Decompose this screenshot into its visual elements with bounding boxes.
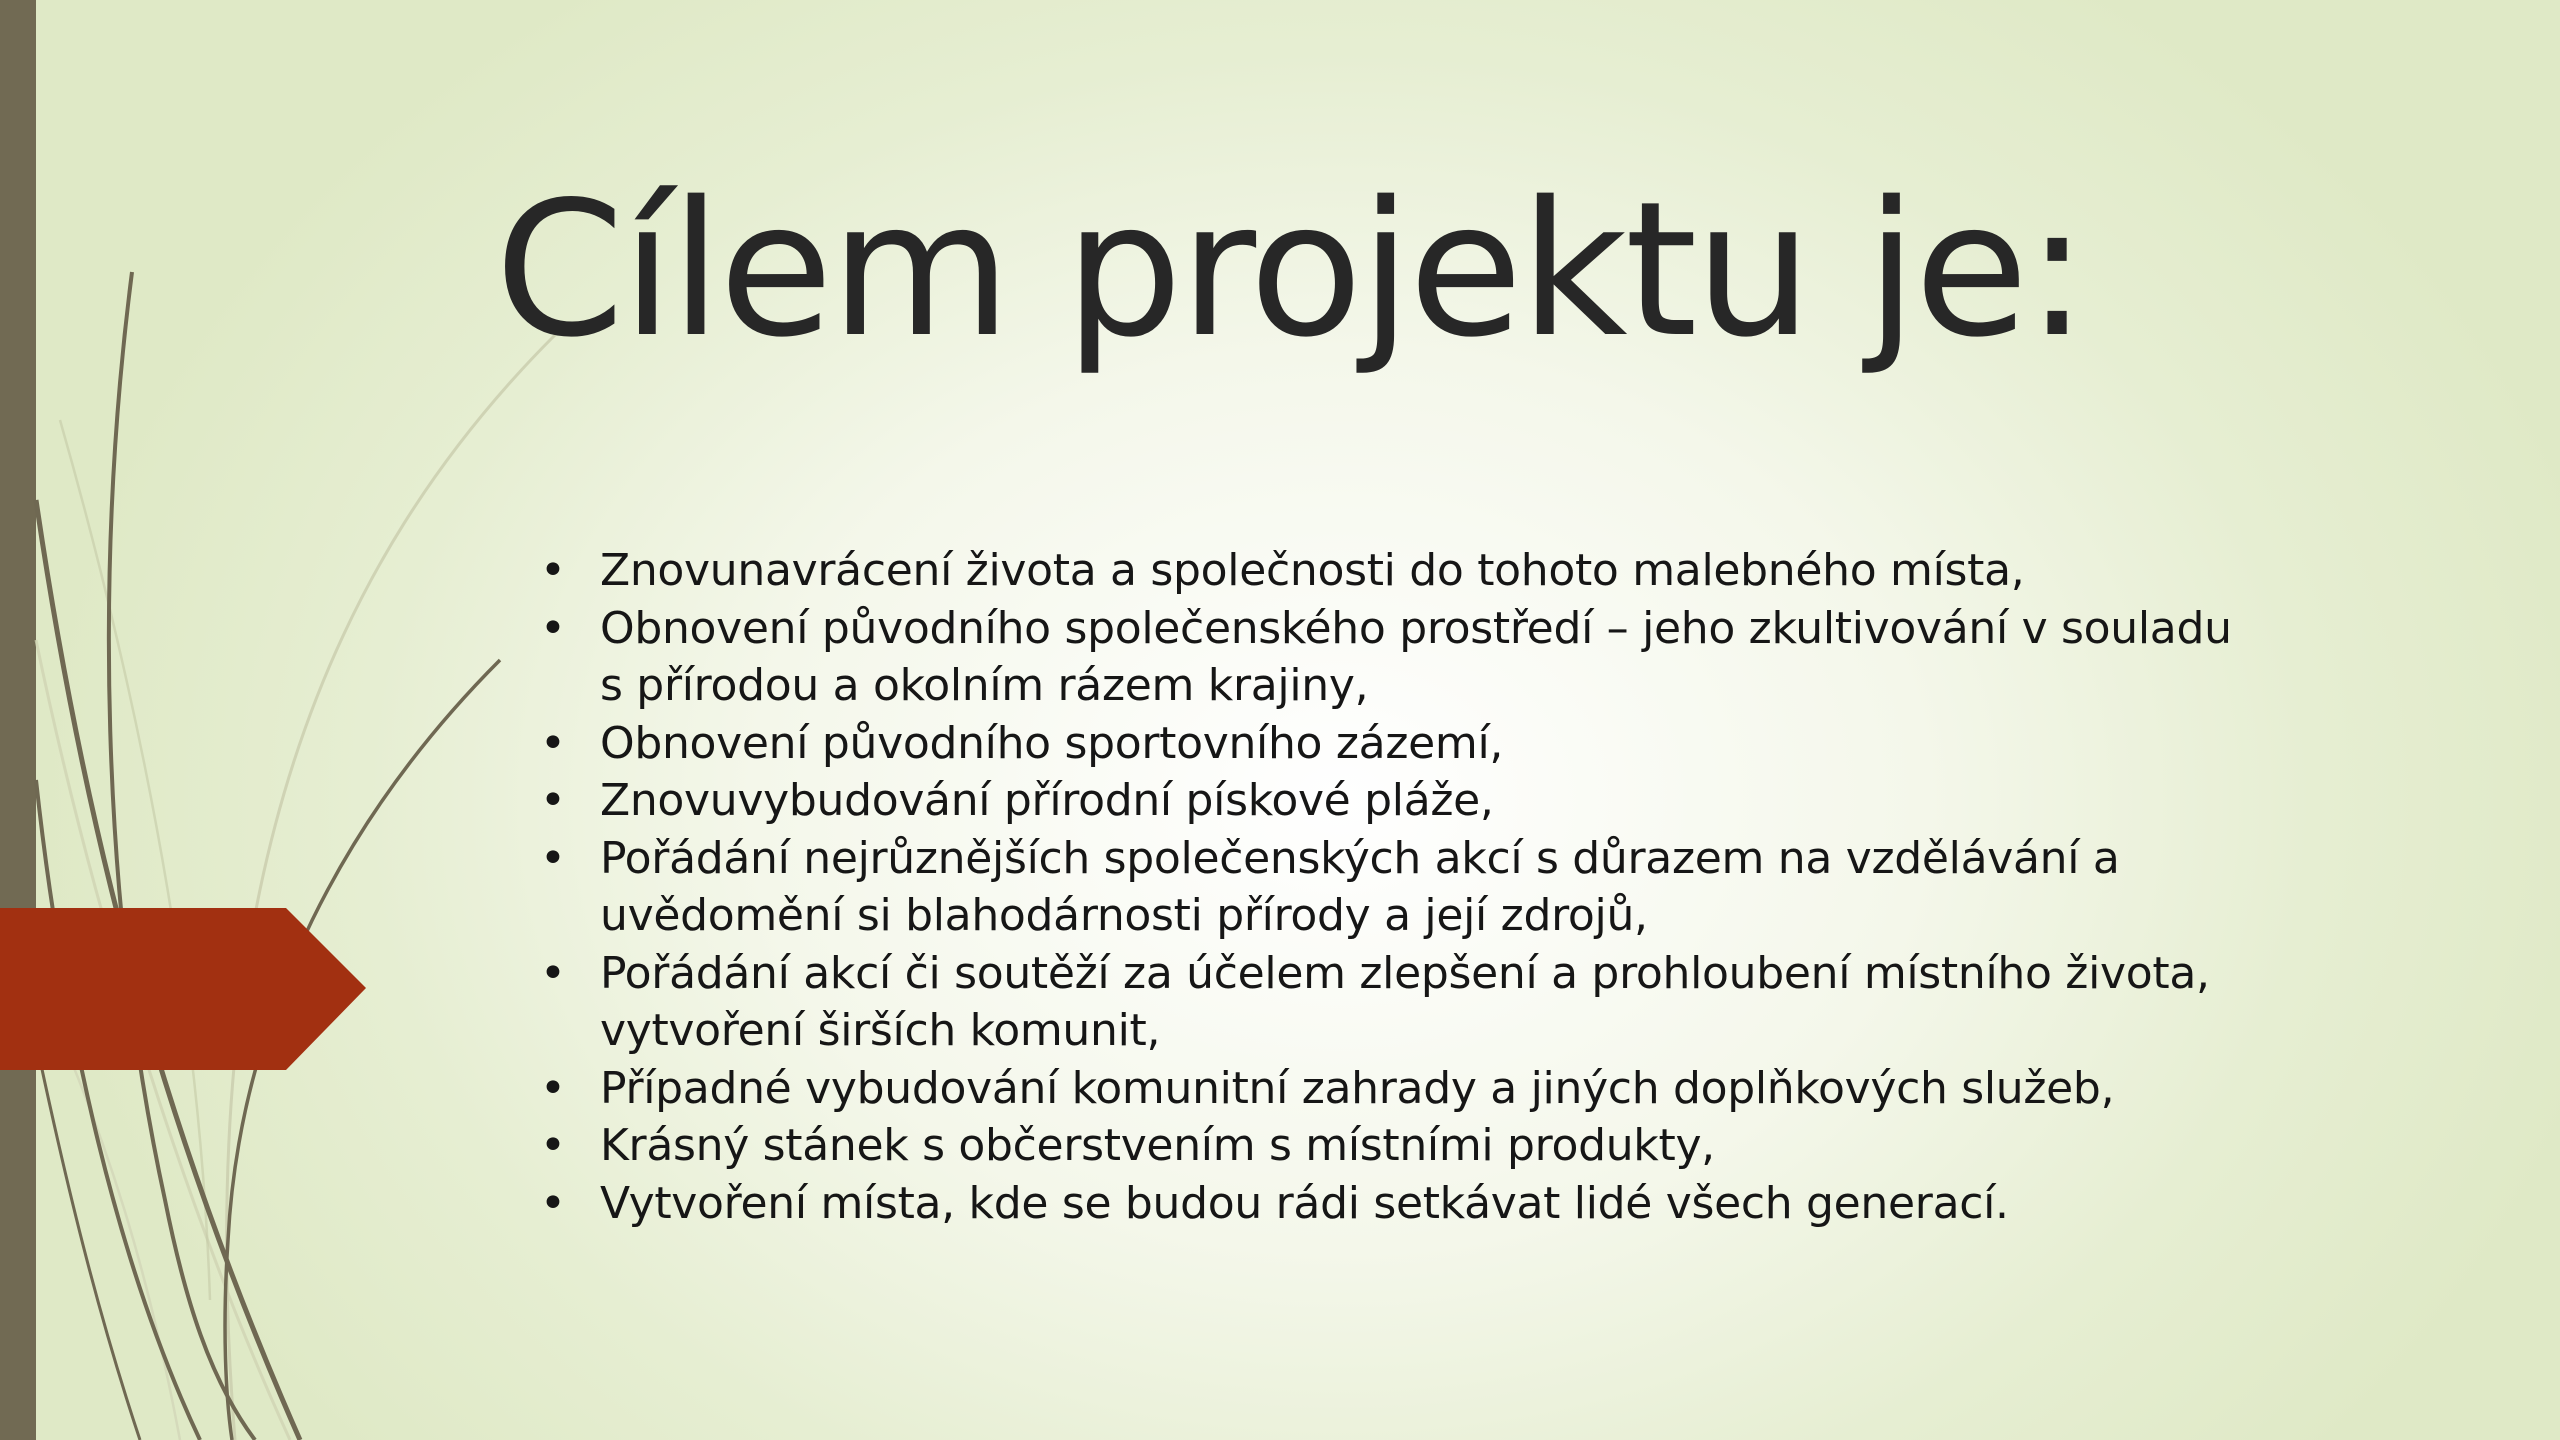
list-item-text: Pořádání akcí či soutěží za účelem zlepšení a prohloubení místního života, vytvoření širších komunit, [600, 947, 2210, 1056]
light-grass-stroke-4 [60, 420, 210, 1300]
light-grass-stroke-1 [227, 335, 555, 1440]
bullet-marker: • [540, 1120, 566, 1171]
bullet-marker: • [540, 1062, 566, 1114]
bullet-marker: • [540, 545, 566, 596]
list-item [540, 542, 2260, 600]
bullet-marker: • [540, 717, 566, 769]
bullet-list [540, 542, 2260, 1232]
list-item [540, 715, 2260, 773]
dark-grass-stroke-5 [40, 1060, 140, 1440]
list-item-text: Obnovení původního společenského prostředí – jeho zkultivování v souladu s přírodou a okolním rázem krajiny, [600, 602, 2232, 711]
slide-title: Cílem projektu je: [494, 161, 2086, 378]
accent-arrow-shape [0, 908, 366, 1070]
list-item [540, 772, 2260, 830]
list-item [540, 600, 2260, 715]
list-item [540, 1175, 2260, 1233]
list-item [540, 945, 2260, 1060]
list-item-text: Pořádání nejrůznějších společenských akcí s důrazem na vzdělávání a uvědomění si blahodárnosti přírody a její zdrojů, [600, 832, 2120, 941]
list-item-text: Obnovení původního sportovního zázemí, [600, 717, 1504, 769]
list-item [540, 830, 2260, 945]
bullet-marker: • [540, 602, 566, 654]
bullet-marker: • [540, 775, 566, 826]
list-item-text: Krásný stánek s občerstvením s místními produkty, [600, 1120, 1715, 1171]
bullet-marker: • [540, 947, 566, 999]
list-item [540, 1060, 2260, 1118]
list-item-text: Znovuvybudování přírodní pískové pláže, [600, 775, 1494, 826]
list-item-text: Případné vybudování komunitní zahrady a jiných doplňkových služeb, [600, 1062, 2115, 1114]
list-item-text: Znovunavrácení života a společnosti do tohoto malebného místa, [600, 545, 2025, 596]
list-item [540, 1117, 2260, 1175]
list-item-text: Vytvoření místa, kde se budou rádi setkávat lidé všech generací. [600, 1177, 2009, 1229]
bullet-marker: • [540, 832, 566, 884]
bullet-marker: • [540, 1177, 566, 1229]
